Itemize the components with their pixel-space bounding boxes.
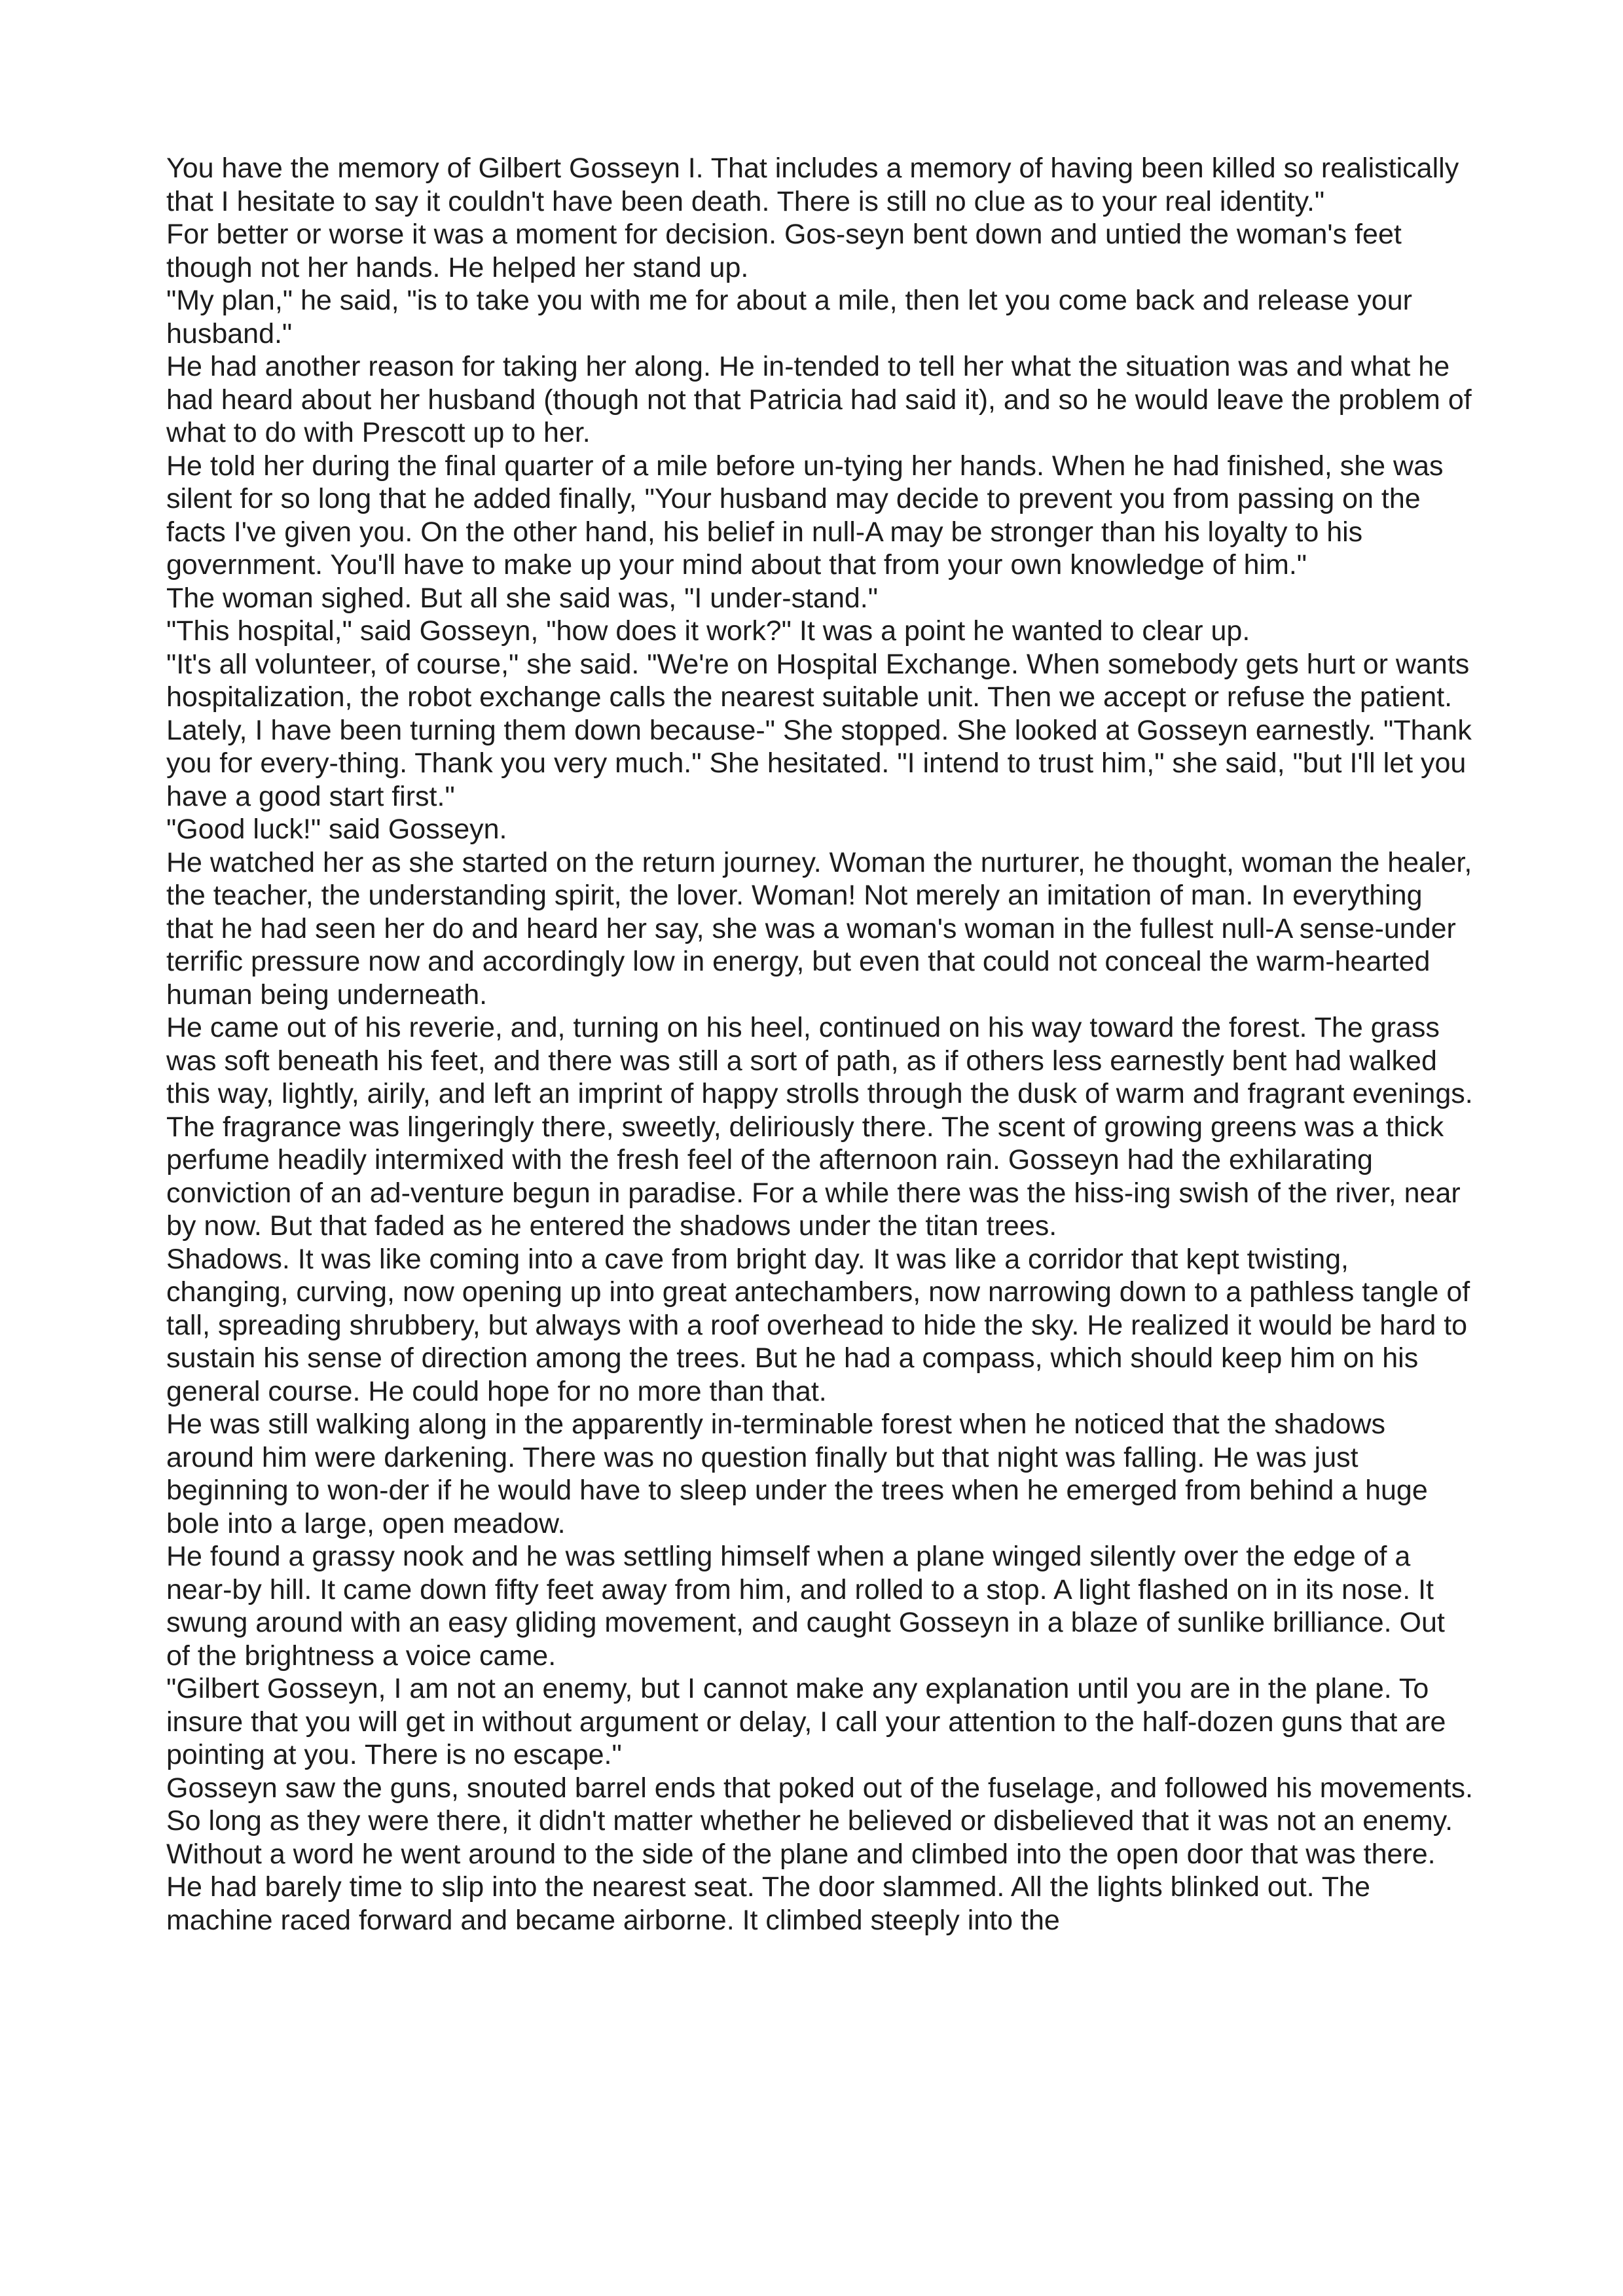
paragraph: Gosseyn saw the guns, snouted barrel ends that poked out of the fuselage, and followed his movements. So long as they were there, it didn't matter whether he believed or disbelieved that it was not an enemy. Without a word he went around to the side of the plane and climbed into the open door that was there. He had barely time to slip into the nearest seat. The door slammed. All the lights blinked out. The machine raced forward and became airborne. It climbed steeply into the — [166, 1772, 1473, 1936]
paragraph: He had another reason for taking her along. He in-tended to tell her what the situation was and what he had heard about her husband (though not that Patricia had said it), and so he would leave the problem of what to do with Prescott up to her. — [166, 351, 1472, 448]
document-page — [166, 152, 1476, 1937]
paragraph: The fragrance was lingeringly there, sweetly, deliriously there. The scent of growing greens was a thick perfume headily intermixed with the fresh feel of the afternoon rain. Gosseyn had the exhilarating conviction of an ad-venture begun in paradise. For a while there was the hiss-ing swish of the river, near by now. But that faded as he entered the shadows under the titan trees. — [166, 1111, 1461, 1242]
paragraph: "It's all volunteer, of course," she said. "We're on Hospital Exchange. When somebody gets hurt or wants hospitalization, the robot exchange calls the nearest suitable unit. Then we accept or refuse the patient. Lately, I have been turning them down because-" She stopped. She looked at Gosseyn earnestly. "Thank you for every-thing. Thank you very much." She hesitated. "I intend to trust him," she said, "but I'll let you have a good start first." — [166, 648, 1472, 812]
paragraph: He watched her as she started on the return journey. Woman the nurturer, he thought, woman the healer, the teacher, the understanding spirit, the lover. Woman! Not merely an imitation of man. In everything that he had seen her do and heard her say, she was a woman's woman in the fullest null-A sense-under terrific pressure now and accordingly low in energy, but even that could not conceal the warm-hearted human being underneath. — [166, 846, 1472, 1011]
paragraph: The woman sighed. But all she said was, "I under-stand." — [166, 582, 878, 614]
paragraph: You have the memory of Gilbert Gosseyn I. That includes a memory of having been killed so realistically that I hesitate to say it couldn't have been death. There is still no clue as to your real identity." — [166, 152, 1459, 217]
paragraph: He was still walking along in the apparently in-terminable forest when he noticed that the shadows around him were darkening. There was no question finally but that night was falling. He was just beginning to won-der if he would have to sleep under the trees when he emerged from behind a huge bole into a large, open meadow. — [166, 1408, 1428, 1539]
paragraph: Shadows. It was like coming into a cave from bright day. It was like a corridor that kept twisting, changing, curving, now opening up into great antechambers, now narrowing down to a pathless tangle of tall, spreading shrubbery, but always with a roof overhead to hide the sky. He realized it would be hard to sustain his sense of direction among the trees. But he had a compass, which should keep him on his general course. He could hope for no more than that. — [166, 1243, 1470, 1407]
paragraph: "My plan," he said, "is to take you with me for about a mile, then let you come back and release your husband." — [166, 285, 1412, 350]
paragraph: "Good luck!" said Gosseyn. — [166, 814, 507, 845]
paragraph: He told her during the final quarter of a mile before un-tying her hands. When he had finished, she was silent for so long that he added finally, "Your husband may decide to prevent you from passing on the facts I've given you. On the other hand, his belief in null-A may be stronger than his loyalty to his government. You'll have to make up your mind about that from your own knowledge of him." — [166, 450, 1444, 581]
paragraph: He came out of his reverie, and, turning on his heel, continued on his way toward the forest. The grass was soft beneath his feet, and there was still a sort of path, as if others less earnestly bent had walked this way, lightly, airily, and left an imprint of happy strolls through the dusk of warm and fragrant evenings. — [166, 1012, 1473, 1109]
paragraph: He found a grassy nook and he was settling himself when a plane winged silently over the edge of a near-by hill. It came down fifty feet away from him, and rolled to a stop. A light flashed on in its nose. It swung around with an easy gliding movement, and caught Gosseyn in a blaze of sunlike brilliance. Out of the brightness a voice came. — [166, 1541, 1445, 1672]
paragraph: For better or worse it was a moment for decision. Gos-seyn bent down and untied the woman's feet though not her hands. He helped her stand up. — [166, 219, 1402, 283]
paragraph: "Gilbert Gosseyn, I am not an enemy, but I cannot make any explanation until you are in the plane. To insure that you will get in without argument or delay, I call your attention to the half-dozen guns that are pointing at you. There is no escape." — [166, 1673, 1446, 1770]
paragraph: "This hospital," said Gosseyn, "how does it work?" It was a point he wanted to clear up. — [166, 615, 1250, 647]
